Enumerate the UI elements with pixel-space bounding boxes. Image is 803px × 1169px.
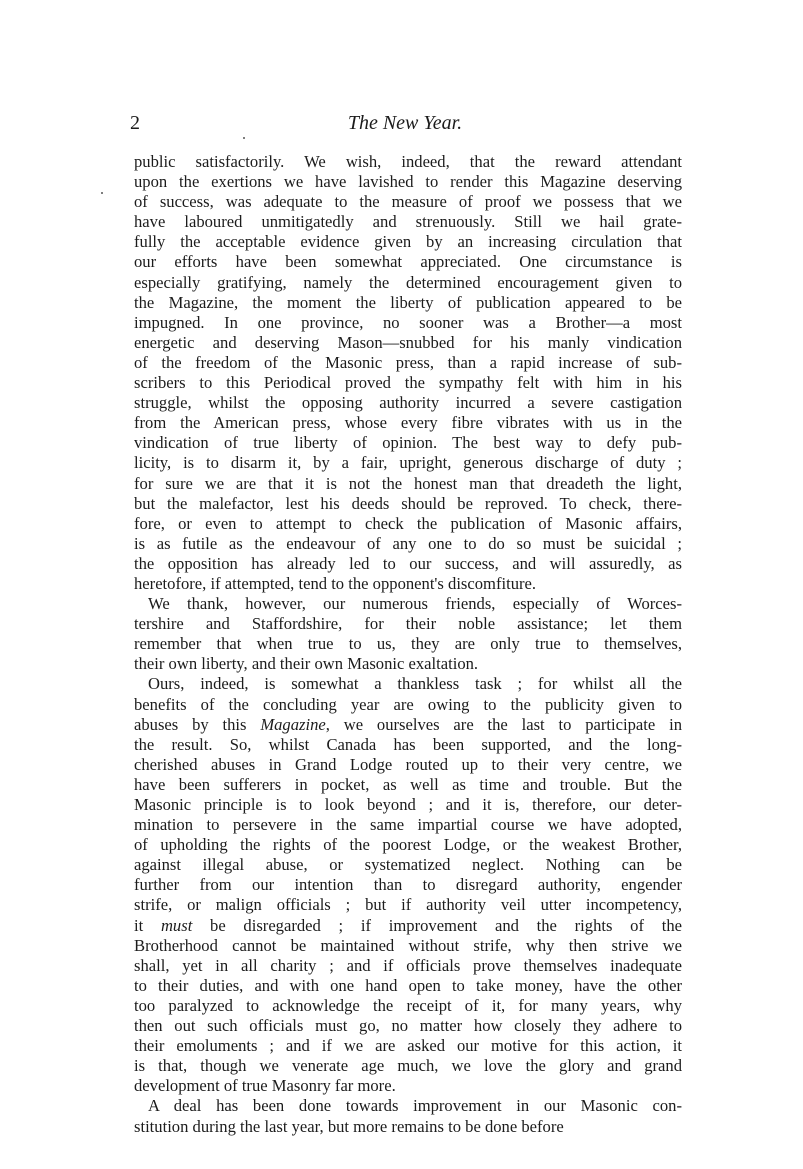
text-line: from the American press, whose every fibre vibrates with us in the [134,413,682,433]
running-title: The New Year. [347,112,463,134]
page-number: 2 [130,112,140,134]
text-line: the Magazine, the moment the liberty of publication appeared to be [134,292,682,312]
text-line: especially gratifying, namely the determined encouragement given to [134,272,682,292]
text-line: their emoluments ; and if we are asked our motive for this action, it [134,1036,682,1056]
text-line: heretofore, if attempted, tend to the opponent's discomfiture. [134,573,537,593]
article-body [134,152,682,1137]
text-line: it must be disregarded ; if improvement and the rights of the [134,915,682,935]
print-speck [243,137,245,139]
text-line: vindication of true liberty of opinion. The best way to defy pub- [134,433,682,453]
text-line: shall, yet in all charity ; and if officials prove themselves inadequate [134,955,682,975]
text-line: upon the exertions we have lavished to render this Magazine deserving [134,172,682,192]
text-line: We thank, however, our numerous friends, especially of Worces- [148,594,682,614]
text-line: then out such officials must go, no matter how closely they adhere to [134,1016,682,1036]
text-line: is that, though we venerate age much, we love the glory and grand [134,1056,682,1076]
text-line: further from our intention than to disregard authority, engender [134,875,682,895]
text-line: tershire and Staffordshire, for their noble assistance; let them [134,614,682,634]
text-line: Masonic principle is to look beyond ; and it is, therefore, our deter- [134,795,682,814]
text-line: the opposition has already led to our success, and will assuredly, as [134,553,682,573]
text-line: is as futile as the endeavour of any one to do so must be suicidal ; [134,533,682,553]
text-line: against illegal abuse, or systematized neglect. Nothing can be [134,855,682,875]
text-line: Ours, indeed, is somewhat a thankless task ; for whilst all the [148,674,682,694]
text-line: our efforts have been somewhat appreciated. One circumstance is [134,252,682,272]
text-line: but the malefactor, lest his deeds should be reproved. To check, there- [134,493,682,513]
text-line: strife, or malign officials ; but if authority veil utter incompetency, [134,895,682,915]
text-line: the result. So, whilst Canada has been supported, and the long- [134,734,682,754]
text-line: have laboured unmitigatedly and strenuously. Still we hail grate- [134,212,682,232]
text-line: their own liberty, and their own Masonic exaltation. [134,654,479,674]
text-line: impugned. In one province, no sooner was a Brother—a most [134,312,682,332]
text-line: A deal has been done towards improvement in our Masonic con- [148,1096,682,1116]
text-line: development of true Masonry far more. [134,1076,396,1096]
text-line: abuses by this Magazine, we ourselves are the last to participate in [134,714,682,734]
paragraph [134,594,682,674]
print-speck [101,192,103,194]
text-line: licity, is to disarm it, by a fair, upright, generous discharge of duty ; [134,453,682,473]
text-line: scribers to this Periodical proved the sympathy felt with him in his [134,373,682,393]
text-line: Brotherhood cannot be maintained without strife, why then strive we [134,935,682,955]
text-line: to their duties, and with one hand open to take money, have the other [134,975,682,995]
text-line: of success, was adequate to the measure of proof we possess that we [134,192,682,212]
paragraph [134,674,682,1096]
text-line: fully the acceptable evidence given by an increasing circulation that [134,232,682,252]
text-line: for sure we are that it is not the honest man that dreadeth the light, [134,473,682,493]
running-head [130,112,680,142]
text-line: struggle, whilst the opposing authority incurred a severe castigation [134,393,682,413]
text-line: have been sufferers in pocket, as well as time and trouble. But the [134,774,682,794]
text-line: cherished abuses in Grand Lodge routed up to their very centre, we [134,754,682,774]
text-line: remember that when true to us, they are only true to themselves, [134,634,682,654]
text-line: of upholding the rights of the poorest Lodge, or the weakest Brother, [134,835,682,855]
text-line: stitution during the last year, but more remains to be done before [134,1116,564,1136]
italic-emphasis: must [160,915,193,935]
text-line: of the freedom of the Masonic press, than a rapid increase of sub- [134,352,682,372]
paragraph [134,152,682,594]
paragraph [134,1096,682,1136]
text-line: too paralyzed to acknowledge the receipt of it, for many years, why [134,995,682,1015]
text-line: public satisfactorily. We wish, indeed, that the reward attendant [134,152,682,171]
text-line: mination to persevere in the same impartial course we have adopted, [134,815,682,835]
text-line: benefits of the concluding year are owing to the publicity given to [134,694,682,714]
italic-emphasis: Magazine [260,714,326,734]
text-line: energetic and deserving Mason—snubbed for his manly vindication [134,332,682,352]
text-line: fore, or even to attempt to check the publication of Masonic affairs, [134,513,682,533]
